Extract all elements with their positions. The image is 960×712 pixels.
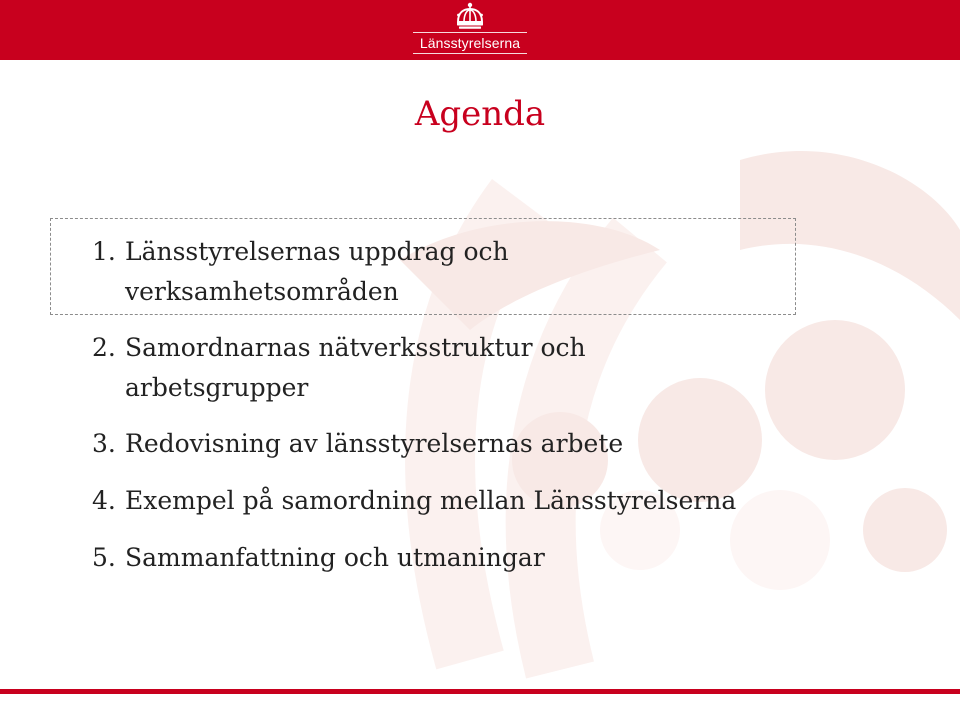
logo-rule-top [413,32,527,33]
agenda-item-text: verksamhetsområden [125,277,399,306]
crown-icon [452,2,488,30]
logo-rule-bottom [413,53,527,54]
agenda-item-number: 1. [92,237,116,266]
lansstyrelserna-logo [405,2,535,56]
agenda-item-text: Samordnarnas nätverksstruktur och [125,333,586,362]
logo-text: Länsstyrelserna [419,35,521,51]
agenda-item-text: arbetsgrupper [125,373,309,402]
agenda-item-text: Länsstyrelsernas uppdrag och [125,237,509,266]
agenda-item-text: Sammanfattning och utmaningar [125,543,545,572]
agenda-item-text: Exempel på samordning mellan Länsstyrelserna [125,486,737,515]
agenda-item-number: 2. [92,333,116,362]
agenda-item-text: Redovisning av länsstyrelsernas arbete [125,429,624,458]
agenda-item-number: 3. [92,429,116,458]
slide-title: Agenda [414,94,546,134]
agenda-item-number: 5. [92,543,116,572]
agenda-item-number: 4. [92,486,116,515]
header-bar [0,0,960,60]
footer-line [0,689,960,694]
